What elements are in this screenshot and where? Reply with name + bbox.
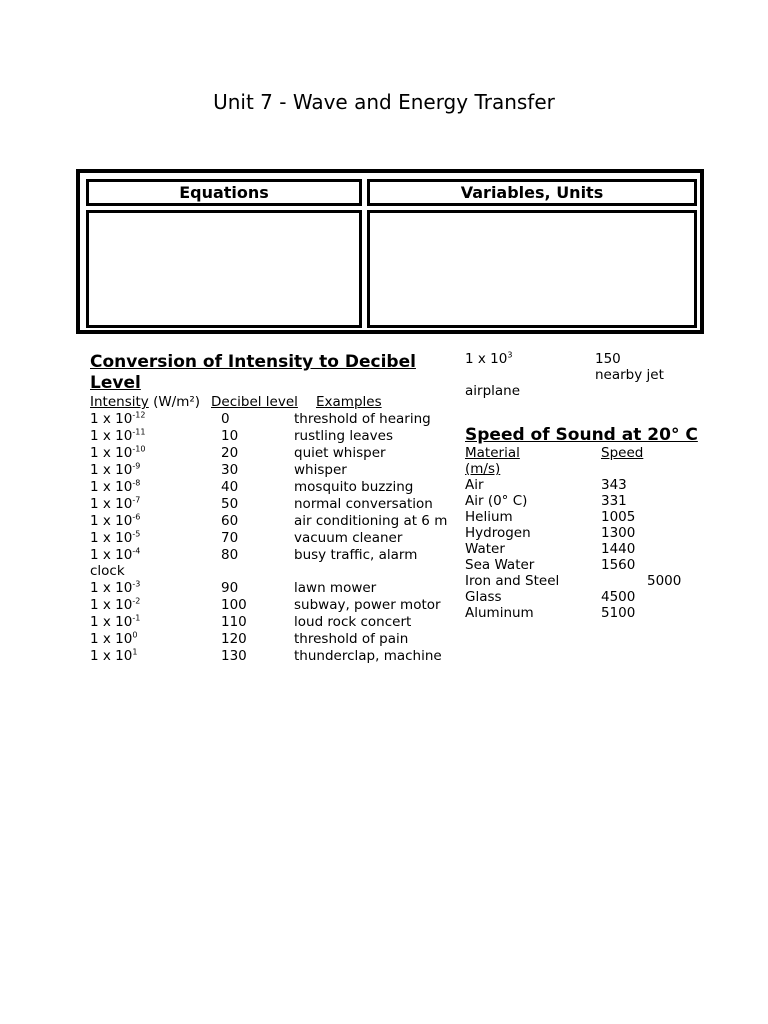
sound-row-speed: 1440 xyxy=(601,541,636,557)
sound-row-material: Air (0° C) xyxy=(465,493,528,509)
sound-row-speed: 343 xyxy=(601,477,627,493)
decibel-row-intensity: 1 x $10^{-5}$ xyxy=(90,529,141,546)
decibel-row-level: 100 xyxy=(221,597,247,613)
variables-cell[interactable] xyxy=(367,210,697,328)
sound-row-material: Aluminum xyxy=(465,605,534,621)
sound-row-speed: 5000 xyxy=(647,573,682,589)
decibel-row-level: 80 xyxy=(221,547,239,563)
decibel-row-level: 120 xyxy=(221,631,247,647)
page-title: Unit 7 - Wave and Energy Transfer xyxy=(213,90,555,114)
sound-row-material: Sea Water xyxy=(465,557,535,573)
decibel-heading-line2: Level xyxy=(90,373,141,393)
sound-row-material: Glass xyxy=(465,589,502,605)
sound-row-material: Water xyxy=(465,541,505,557)
decibel-row-example: mosquito buzzing xyxy=(294,479,414,495)
decibel-row-level: 50 xyxy=(221,496,239,512)
decibel-row-level: 20 xyxy=(221,445,239,461)
sound-row-material: Iron and Steel xyxy=(465,573,560,589)
decibel-row-level: 30 xyxy=(221,462,239,478)
decibel-row-example: loud rock concert xyxy=(294,614,412,630)
decibel-row-level: 110 xyxy=(221,614,247,630)
sound-row-material: Air xyxy=(465,477,484,493)
decibel-row-intensity-continued: 1 x $10^3$ xyxy=(465,350,513,367)
decibel-row-intensity: 1 x $10^1$ xyxy=(90,647,138,664)
decibel-row-example: threshold of hearing xyxy=(294,411,431,427)
decibel-row-example: quiet whisper xyxy=(294,445,386,461)
decibel-row-example: normal conversation xyxy=(294,496,433,512)
decibel-row-intensity: 1 x $10^{-8}$ xyxy=(90,478,141,495)
speed-unit-header: (m/s) xyxy=(465,461,501,477)
decibel-row-intensity: 1 x $10^0$ xyxy=(90,630,138,647)
decibel-row-example: threshold of pain xyxy=(294,631,409,647)
decibel-row-level: 10 xyxy=(221,428,239,444)
decibel-row-example: vacuum cleaner xyxy=(294,530,403,546)
decibel-row-intensity: 1 x $10^{-3}$ xyxy=(90,579,141,596)
decibel-row-level: 40 xyxy=(221,479,239,495)
decibel-row-intensity: 1 x $10^{-6}$ xyxy=(90,512,141,529)
decibel-heading-line1: Conversion of Intensity to Decibel xyxy=(90,352,416,372)
decibel-row-example: air conditioning at 6 m xyxy=(294,513,448,529)
decibel-row-intensity: 1 x $10^{-12}$ xyxy=(90,410,146,427)
decibel-row-intensity: 1 x $10^{-1}$ xyxy=(90,613,141,630)
decibel-row-example: subway, power motor xyxy=(294,597,441,613)
sound-row-material: Hydrogen xyxy=(465,525,531,541)
decibel-row-example-wrap: clock xyxy=(90,563,125,579)
decibel-row-intensity: 1 x $10^{-4}$ xyxy=(90,546,141,563)
decibel-row-intensity: 1 x $10^{-2}$ xyxy=(90,596,141,613)
sound-row-speed: 1005 xyxy=(601,509,636,525)
sound-heading: Speed of Sound at 20° C xyxy=(465,425,698,445)
decibel-row-level: 60 xyxy=(221,513,239,529)
decibel-row-intensity: 1 x $10^{-9}$ xyxy=(90,461,141,478)
material-column-header: Material xyxy=(465,445,520,461)
sound-row-speed: 4500 xyxy=(601,589,636,605)
decibel-row-example: thunderclap, machine xyxy=(294,648,442,664)
sound-row-speed: 1300 xyxy=(601,525,636,541)
decibel-row-example-continued: nearby jet xyxy=(595,367,664,383)
equations-cell[interactable] xyxy=(86,210,362,328)
decibel-row-level: 130 xyxy=(221,648,247,664)
decibel-row-intensity: 1 x $10^{-11}$ xyxy=(90,427,146,444)
equations-box xyxy=(76,169,704,334)
decibel-row-example-wrap-continued: airplane xyxy=(465,383,521,399)
equations-header: Equations xyxy=(86,179,362,206)
variables-header: Variables, Units xyxy=(367,179,697,206)
decibel-row-example: busy traffic, alarm xyxy=(294,547,418,563)
decibel-row-intensity: 1 x $10^{-10}$ xyxy=(90,444,146,461)
intensity-column-header: Intensity (W/m²) xyxy=(90,394,201,410)
decibel-row-level: 70 xyxy=(221,530,239,546)
decibel-row-level: 90 xyxy=(221,580,239,596)
decibel-row-level-continued: 150 xyxy=(595,351,621,367)
examples-column-header: Examples xyxy=(316,394,382,410)
decibel-row-level: 0 xyxy=(221,411,230,427)
decibel-row-intensity: 1 x $10^{-7}$ xyxy=(90,495,141,512)
sound-row-material: Helium xyxy=(465,509,513,525)
speed-column-header: Speed xyxy=(601,445,644,461)
decibel-column-header: Decibel level xyxy=(211,394,298,410)
sound-row-speed: 331 xyxy=(601,493,627,509)
sound-row-speed: 1560 xyxy=(601,557,636,573)
decibel-row-example: whisper xyxy=(294,462,347,478)
decibel-row-example: rustling leaves xyxy=(294,428,394,444)
sound-row-speed: 5100 xyxy=(601,605,636,621)
decibel-row-example: lawn mower xyxy=(294,580,377,596)
